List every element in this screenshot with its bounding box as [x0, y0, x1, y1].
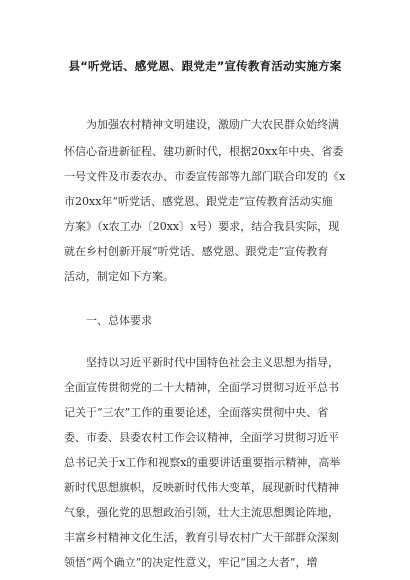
section-line: 领悟“两个确立”的决定性意义，牢记“国之大者”，增: [64, 556, 318, 569]
section-line: 新时代思想旗帜，反映新时代伟大变革，展现新时代精神: [64, 481, 339, 494]
intro-line: 一号文件及市委农办、市委宣传部等九部门联合印发的《x: [64, 170, 346, 183]
section-line: 丰富乡村精神文化生活，教育引导农村广大干部群众深刻: [64, 531, 339, 544]
section-line: 气象，强化党的思想政治引领，壮大主流思想舆论阵地，: [64, 506, 339, 519]
intro-line: 方案》（x农工办〔20xx〕x号）要求，结合我县实际，现: [64, 220, 340, 233]
section-line: 委、市委、县委农村工作会议精神，全面学习贯彻习近平: [64, 431, 339, 444]
section-line: 坚持以习近平新时代中国特色社会主义思想为指导，: [86, 356, 339, 369]
section-line: 记关于“三农”工作的重要论述，全面落实贯彻中央、省: [64, 406, 329, 419]
intro-line: 为加强农村精神文明建设，激励广大农民群众始终满: [86, 118, 339, 131]
intro-line: 市20xx年“听党话、感党恩、跟党走”宣传教育活动实施: [64, 195, 333, 208]
intro-line: 活动，制定如下方案。: [64, 270, 174, 283]
document-title: 县“听党话、感党恩、跟党走”宣传教育活动实施方案: [68, 59, 342, 73]
section-line: 全面宣传贯彻党的二十大精神，全面学习贯彻习近平总书: [64, 381, 339, 394]
section-line: 总书记关于x工作和视察x的重要讲话重要指示精神，高举: [64, 456, 341, 469]
intro-line: 就在乡村创新开展“听党话、感党恩、跟党走”宣传教育: [64, 245, 329, 258]
intro-line: 怀信心奋进新征程、建功新时代，根据20xx年中央、省委: [64, 145, 344, 158]
section-heading: 一、总体要求: [86, 314, 152, 327]
